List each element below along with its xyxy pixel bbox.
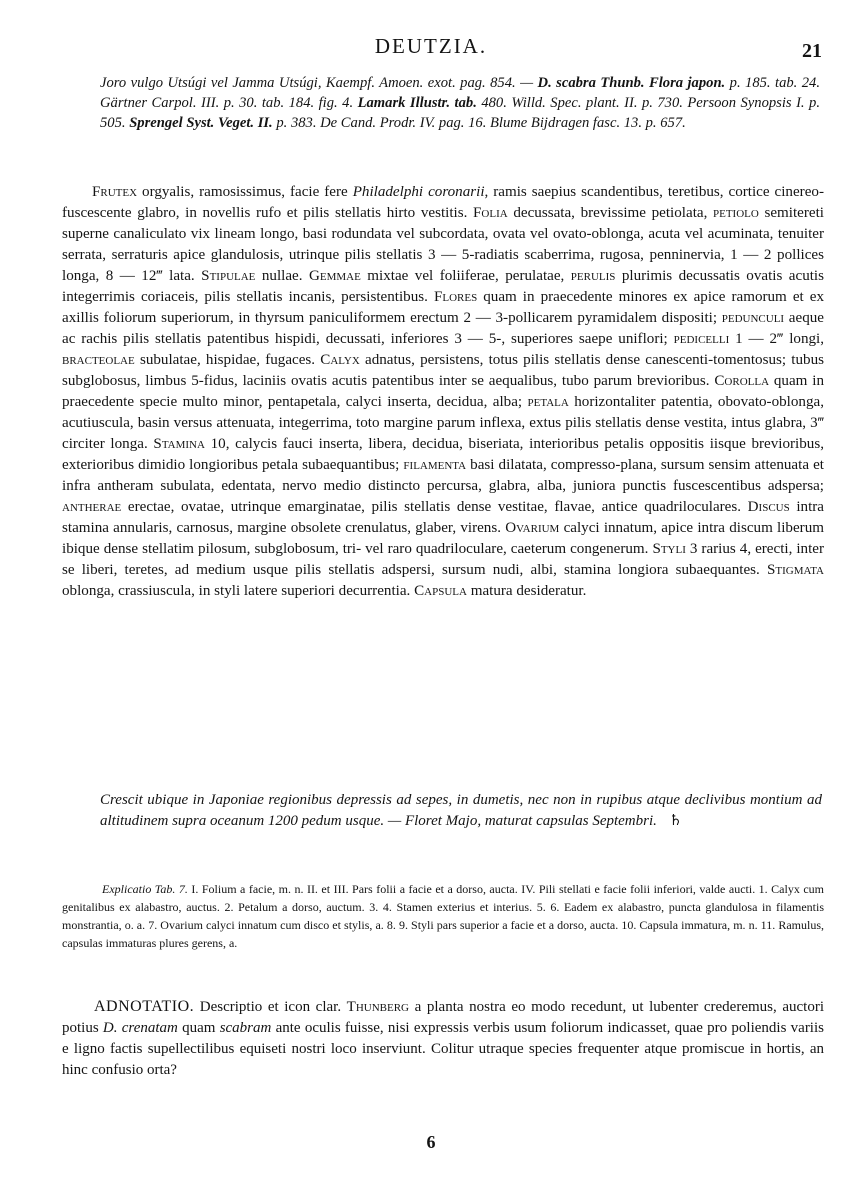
desc-text: plurimis decussatis ovatis acutis integerrimis coriaceis, pilis stellatis incanis, persistentibus. bbox=[62, 268, 824, 305]
annotation-paragraph bbox=[62, 996, 824, 1081]
term-filamenta: filamenta bbox=[403, 457, 467, 473]
term-discus: Discus bbox=[747, 499, 790, 515]
term-philadelphi: Philadelphi coronarii bbox=[352, 184, 485, 200]
desc-text: erectae, ovatae, utrinque emarginatae, pilis stellatis dense vestitae, flavae, antice quadriloculares. bbox=[121, 499, 748, 515]
desc-text: subulatae, hispidae, fugaces. bbox=[134, 352, 321, 368]
shrub-symbol-icon: ♄ bbox=[668, 813, 683, 829]
species-crenata: D. crenatam bbox=[102, 1020, 178, 1036]
desc-text: oblonga, crassiuscula, in styli latere superiori decurrentia. bbox=[62, 583, 415, 599]
species-scabra: scabram bbox=[219, 1020, 272, 1036]
term-stipulae: Stipulae bbox=[201, 268, 256, 284]
desc-text: aeque ac rachis pilis stellatis patentibus hispidi, decussati, inferiores 3 — 5-, superiores saepe uniflori; bbox=[62, 310, 824, 347]
desc-text: horizontaliter patentia, obovato-oblonga, acutiuscula, basin versus attenuata, integerrima, toto margine parum inflexa, extus pilis stellatis dense vestita, intus glabra, 3‴ circiter longa. bbox=[62, 394, 824, 452]
term-perulis: perulis bbox=[570, 268, 616, 284]
desc-text: quam in praecedente minores ex apice ramorum et ex axillis foliorum superiorum, in thyrsum paniculiformem erectum 2 — 3-pollicarem pyramidalem dispositi; bbox=[62, 289, 825, 326]
term-bracteolae: bracteolae bbox=[62, 352, 135, 368]
ref-part: Joro vulgo Utsúgi vel Jamma Utsúgi, Kaempf. Amoen. exot. pag. 854. — bbox=[100, 75, 538, 91]
term-flores: Flores bbox=[433, 289, 478, 305]
desc-text: nullae. bbox=[255, 268, 309, 284]
ref-sprengel: Sprengel Syst. Veget. II. bbox=[129, 115, 273, 131]
desc-text: matura desideratur. bbox=[466, 583, 587, 599]
term-petiolo: petiolo bbox=[713, 205, 759, 221]
desc-text: 3 rarius 4, erecti, inter se liberi, teretes, ad medium usque pilis stellatis adspersi, sursum nudi, albi, stamina longiora subaequantes. bbox=[62, 541, 825, 578]
term-frutex: Frutex bbox=[92, 184, 138, 200]
term-folia: Folia bbox=[473, 205, 508, 221]
habitat-text: Crescit ubique in Japoniae regionibus depressis ad sepes, in dumetis, nec non in rupibus atque declivibus montium ad altitudinem supra oceanum 1200 pedum usque. — Floret Majo, maturat capsulas Septembri. bbox=[100, 792, 822, 829]
synonymy-references bbox=[100, 73, 820, 133]
desc-text: 10, calycis fauci inserta, libera, decidua, biseriata, interioribus petalis oppositis iisque brevioribus, exterioribus dimidio longioribus petala subaequantibus; bbox=[62, 436, 824, 473]
plate-label: Explicatio Tab. 7. bbox=[102, 882, 188, 896]
term-pedunculi: pedunculi bbox=[721, 310, 785, 326]
desc-text: intra stamina annularis, carnosus, margine obsolete crenulatus, glaber, virens. bbox=[62, 499, 825, 536]
running-head: DEUTZIA. bbox=[374, 34, 488, 58]
annotation-text: ante oculis fuisse, nisi expressis verbis usum foliorum indicasset, quae pro poliendis variis e ligno factis supellectilibus equiseti nostri loco inserviunt. Colitur utraque species frequenter atque promiscue in hortis, an hinc confusio orta? bbox=[62, 1020, 824, 1078]
term-corolla: Corolla bbox=[714, 373, 770, 389]
desc-text: quam in praecedente specie multo minor, pentapetala, calyci inserta, decidua, alba; bbox=[62, 373, 824, 410]
annotation-label: ADNOTATIO. bbox=[94, 998, 195, 1015]
annotation-text: Descriptio et icon clar. bbox=[194, 999, 347, 1015]
desc-text: mixtae vel foliiferae, perulatae, bbox=[360, 268, 571, 284]
ref-lamark: Lamark Illustr. tab. bbox=[357, 95, 477, 111]
term-styli: Styli bbox=[652, 541, 686, 557]
term-calyx: Calyx bbox=[320, 352, 360, 368]
page-number: 21 bbox=[802, 40, 822, 62]
term-gemmae: Gemmae bbox=[308, 268, 361, 284]
term-ovarium: Ovarium bbox=[505, 520, 560, 536]
term-pedicelli: pedicelli bbox=[673, 331, 730, 347]
desc-text: semitereti superne canaliculato vix lineam longo, basi rodundata vel subcordata, ovata vel ovato-oblonga, acuta vel acuminata, tenuiter serrata, serraturis apice glandulosis, utrinque pilis stellatis 3 — 5-radiatis scaberrima, rugosa, penninervia, 1 — 2 pollices longa, 8 — 12‴ lata. bbox=[62, 205, 824, 284]
ref-part: p. 383. De Cand. Prodr. IV. pag. 16. Blume Bijdragen fasc. 13. p. 657. bbox=[272, 115, 686, 131]
author-thunberg: Thunberg bbox=[346, 999, 410, 1015]
signature-mark: 6 bbox=[426, 1132, 436, 1152]
habitat-paragraph bbox=[100, 790, 822, 832]
desc-text: orgyalis, ramosissimus, facie fere bbox=[137, 184, 353, 200]
desc-text: basi dilatata, compresso-plana, sursum sensim attenuata et infra antheram subulata, edentata, nervo medio distincto percursa, glabra, alba, juniora punctis fuscescentibus adspersa; bbox=[62, 457, 824, 494]
desc-text: adnatus, persistens, totus pilis stellatis dense canescenti-tomentosus; tubus subglobosus, limbus 5-fidus, laciniis ovatis acutis patentibus inter se aequalibus, tubo parum brevioribus. bbox=[62, 352, 824, 389]
plate-explanation bbox=[62, 880, 824, 952]
ref-part: 480. Willd. Spec. plant. II. p. 730. Persoon Synopsis I. p. 505. bbox=[100, 95, 820, 131]
desc-text: 1 — 2‴ longi, bbox=[729, 331, 824, 347]
desc-text: , ramis saepius scandentibus, teretibus, cortice cinereo-fuscescente glabro, in novellis rufo et pilis stellatis hirto vestitis. bbox=[62, 184, 824, 221]
term-capsula: Capsula bbox=[414, 583, 467, 599]
ref-thunberg: D. scabra Thunb. Flora japon. bbox=[537, 75, 726, 91]
desc-text: calyci innatum, apice intra discum liberum ibique dense stellatim pilosum, subglobosum, tri- vel raro quadriloculare, caeterum congenerum. bbox=[62, 520, 824, 557]
term-antherae: antherae bbox=[62, 499, 122, 515]
ref-part: p. 185. tab. 24. Gärtner Carpol. III. p. 30. tab. 184. fig. 4. bbox=[100, 75, 821, 111]
term-stamina: Stamina bbox=[153, 436, 205, 452]
annotation-text: a planta nostra eo modo recedunt, ut lubenter crederemus, auctori potius bbox=[62, 999, 824, 1036]
desc-text: decussata, brevissime petiolata, bbox=[507, 205, 713, 221]
term-stigmata: Stigmata bbox=[766, 562, 824, 578]
annotation-text: quam bbox=[177, 1020, 220, 1036]
plate-text: I. Folium a facie, m. n. II. et III. Pars folii a facie et a dorso, aucta. IV. Pili stellati e facie folii inferiori, valde aucti. 1. Calyx cum genitalibus ex alabastro, auctus. 2. Petalum a dorso, auctum. 3. 4. Stamen exterius et interius. 5. 6. Eadem ex alabastro, puncta glandulosa in filamentis monstrantia, o. a. 7. Ovarium calyci innatum cum disco et stylis, a. 8. 9. Styli pars superior a facie et a dorso, aucta. 10. Capsula immatura, m. n. 11. Ramulus, capsulas immaturas plures gerens, a. bbox=[62, 882, 824, 950]
species-description bbox=[62, 182, 824, 602]
term-petala: petala bbox=[527, 394, 569, 410]
